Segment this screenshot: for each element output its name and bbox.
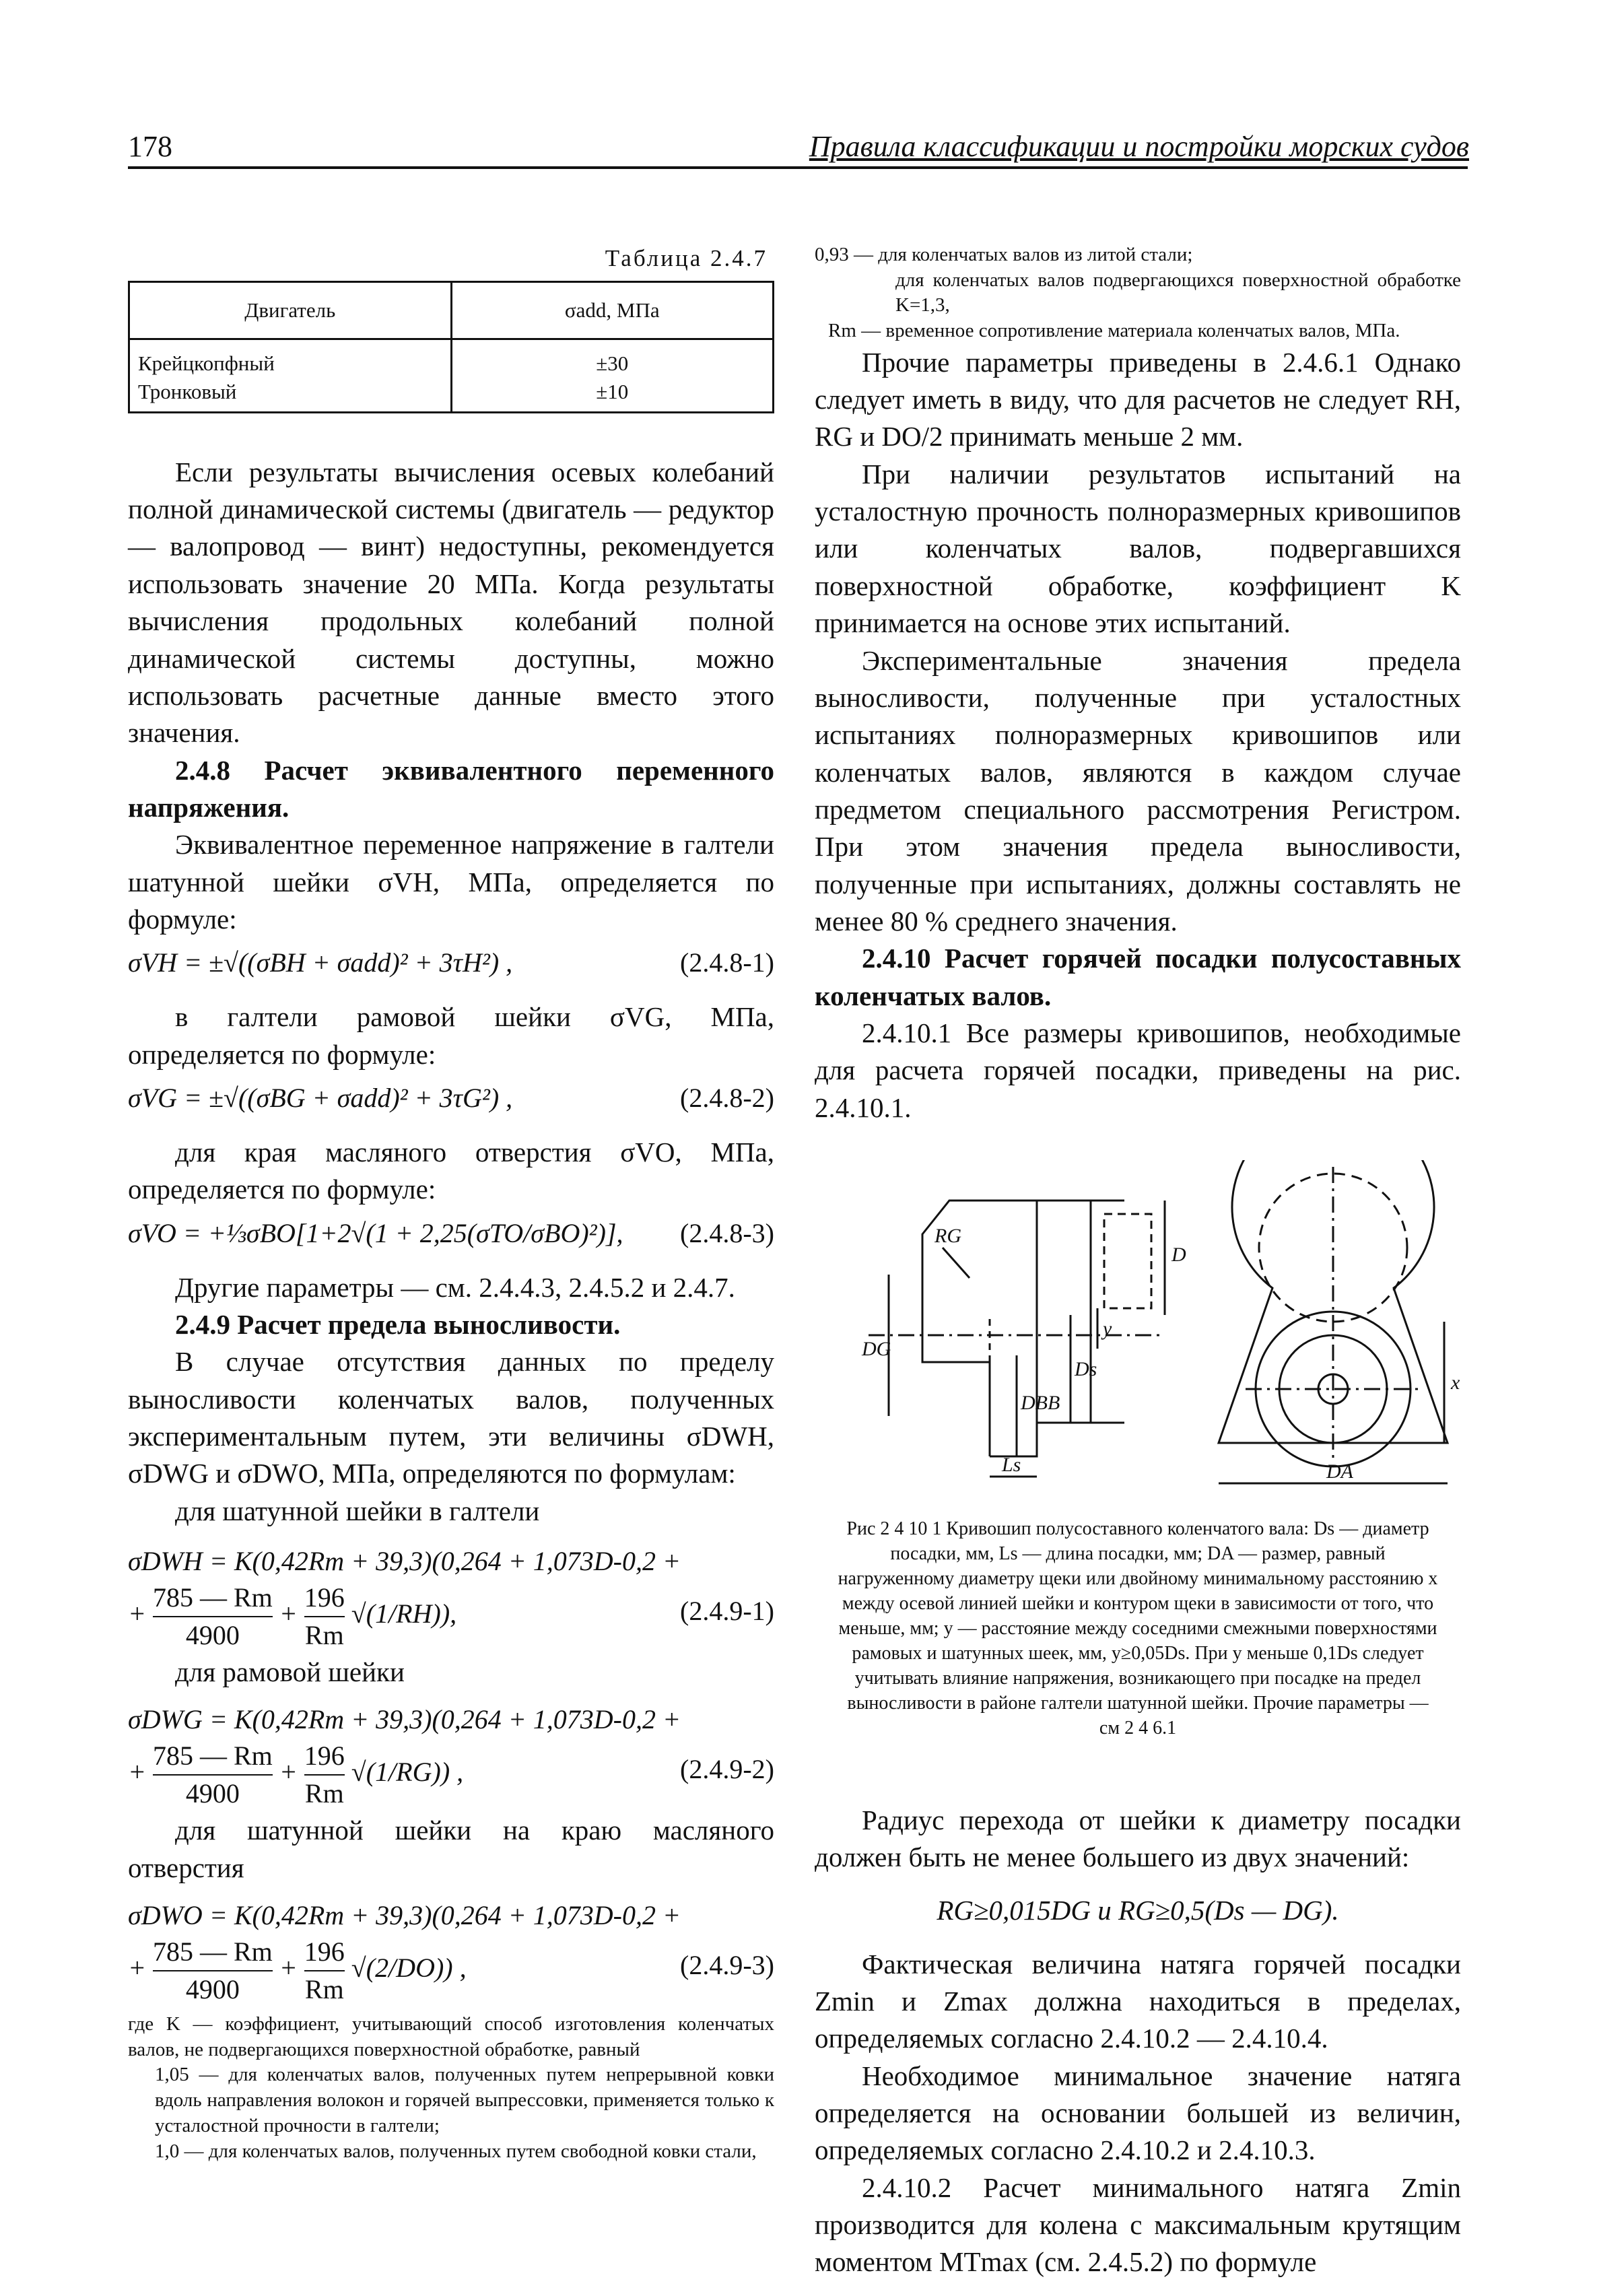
page-number: 178 [128,130,172,163]
paragraph: Фактическая величина натяга горячей посадки Zmin и Zmax должна находиться в пределах, определяемых согласно 2.4.10.2 — 2.4.10.4. [815,1948,1461,2054]
paragraph: Прочие параметры приведены в 2.4.6.1 Однако следует иметь в виду, что для расчетов не следует RH, RG и DO/2 принимать меньше 2 мм. [815,346,1461,452]
paragraph: 2.4.10.1 Все размеры кривошипов, необходимые для расчета горячей посадки, приведены на рис. 2.4.10.1. [815,1017,1461,1123]
definition: 1,0 — для коленчатых валов, полученных путем свободной ковки стали, [155,2140,757,2162]
paragraph: Необходимое минимальное значение натяга определяется на основании большей из величин, определяемых согласно 2.4.10.2 и 2.4.10.3. [815,2060,1461,2166]
paragraph: в галтели рамовой шейки σVG, МПа, определяется по формуле: [128,1001,774,1070]
fig-label: DA [1326,1460,1353,1483]
paragraph: для шатунной шейки на краю масляного отверстия [128,1815,774,1883]
table-caption: Таблица 2.4.7 [605,245,768,271]
paragraph: Другие параметры — см. 2.4.4.3, 2.4.5.2 и 2.4.7. [175,1271,735,1303]
paragraph: для края масляного отверстия σVO, МПа, определяется по формуле: [128,1136,774,1205]
paragraph: Если результаты вычисления осевых колебаний полной динамической системы (двигатель — редуктор — валопровод — винт) недоступны, рекомендуется использовать значение 20 МПа. Когда результаты вычисления продольных колебаний полной динамической системы доступны, можно использовать расчетные данные вместо этого значения. [128,456,774,749]
definition: Rm — временное сопротивление материала коленчатых валов, МПа. [828,320,1400,342]
equation: σVO = +⅓σBO[1+2√(1 + 2,25(σTO/σBO)²)], (2.4.8-3) [128,1217,774,1248]
crank-figure [815,1160,1461,1497]
figure-caption: Рис 2 4 10 1 Кривошип полусоставного коленчатого вала: Ds — диаметр посадки, мм, Ls — длина посадки, мм; DA — размер, равный нагруженному диаметру щеки или двойному минимальному расстоянию x между осевой линией шейки и контуром щеки в зависимости от того, что меньше, мм; y — расстояние между соседними смежными поверхностями рамовых и шатунных шеек, мм, y≥0,05Ds. При y меньше 0,1Ds следует учитывать влияние напряжения, возникающего при посадке на предел выносливости в районе галтели шатунной шейки. Прочие параметры — см 2 4 6.1 [838,1518,1438,1738]
equation-2-4-9-3: σDWO = K(0,42Rm + 39,3)(0,264 + 1,073D-0,2 + + $\frac{785 — Rm}{4900}$ + $\frac{196}{Rm}$ √(2/DO)) , (2.4.9-3) [128,1900,774,2005]
equation-2-4-9-1: σDWH = K(0,42Rm + 39,3)(0,264 + 1,073D-0,2 + + $\frac{785 — Rm}{4900}$ + $\frac{196}{Rm}$ √(1/RH)), (2.4.9-1) [128,1546,774,1651]
pin-hidden [1104,1214,1151,1308]
table-row [129,339,774,413]
header-rule [128,166,1468,169]
fig-label: Ls [1002,1453,1021,1476]
paragraph: для рамовой шейки [175,1656,405,1688]
dim-rg [943,1248,970,1278]
definition: где K — коэффициент, учитывающий способ изготовления коленчатых валов, не подвергающихся поверхностной обработке, равный [128,2013,774,2060]
table-cell-engine: Тронковый [138,379,237,403]
definitions [815,242,1461,344]
fig-label: DBB [1021,1391,1060,1414]
fig-label: y [1103,1317,1112,1340]
fig-label: D [1171,1243,1186,1266]
paragraph: В случае отсутствия данных по пределу выносливости коленчатых валов, полученных экспериментальным путем, эти величины σDWH, σDWG и σDWO, МПа, определяются по формулам: [128,1346,774,1489]
section-heading: 2.4.10 Расчет горячей посадки полусоставных коленчатых валов. [815,943,1461,1011]
right-column [815,242,1461,2281]
paragraph: Радиус перехода от шейки к диаметру посадки должен быть не менее большего из двух значений: [815,1804,1461,1872]
fig-label: Ds [1075,1357,1097,1380]
table-header-sigma: σadd, МПа [451,282,774,339]
left-column [128,242,774,2164]
fig-label: DG [862,1337,891,1360]
equation: σVH = ±√((σBH + σadd)² + 3τH²) , (2.4.8-1) [128,947,774,978]
table-header-engine: Двигатель [129,282,452,339]
section-heading: 2.4.8 Расчет эквивалентного переменного напряжения. [128,754,774,823]
journal-fit [1037,1201,1091,1423]
fig-label: x [1451,1371,1460,1394]
paragraph: 2.4.10.2 Расчет минимального натяга Zmin производится для колена с максимальным крутящим моментом MTmax (см. 2.4.5.2) по формуле [815,2171,1461,2278]
paragraph: При наличии результатов испытаний на усталостную прочность полноразмерных кривошипов или коленчатых валов, подвергавшихся поверхностной обработке, коэффициент K принимается на основе этих испытаний. [815,458,1461,639]
paragraph: Эквивалентное переменное напряжение в галтели шатунной шейки σVH, МПа, определяется по формуле: [128,829,774,935]
fig-label: RG [935,1224,961,1247]
table-cell-engine: Крейцкопфный [138,351,275,376]
section-heading: 2.4.9 Расчет предела выносливости. [175,1308,621,1340]
definition: 1,05 — для коленчатых валов, полученных путем непрерывной ковки вдоль направления волокон и горячей выпрессовки, применяется только к усталостной прочности в галтели; [155,2064,774,2136]
running-title: Правила классификации и постройки морских судов [809,130,1469,163]
equation: σVG = ±√((σBG + σadd)² + 3τG²) , (2.4.8-2) [128,1082,774,1113]
table-cell-value: ±30 [596,351,629,376]
paragraph: для шатунной шейки в галтели [175,1495,540,1526]
definitions [128,2012,774,2164]
paragraph: Экспериментальные значения предела выносливости, полученные при усталостных испытаниях полноразмерных кривошипов или коленчатых валов, являются в каждом случае предметом специального рассмотрения Регистром. При этом значения предела выносливости, полученные при испытаниях, должны составлять не менее 80 % среднего значения. [815,644,1461,937]
equation: RG≥0,015DG и RG≥0,5(Ds — DG). [937,1895,1339,1926]
definition: для коленчатых валов подвергающихся поверхностной обработке K=1,3, [895,269,1461,316]
definition: 0,93 — для коленчатых валов из литой стали; [815,244,1193,265]
equation-2-4-9-2: σDWG = K(0,42Rm + 39,3)(0,264 + 1,073D-0,2 + + $\frac{785 — Rm}{4900}$ + $\frac{196}{Rm}$ √(1/RG)) , (2.4.9-2) [128,1704,774,1809]
table-cell-value: ±10 [596,379,629,403]
table-2-4-7 [128,281,774,413]
